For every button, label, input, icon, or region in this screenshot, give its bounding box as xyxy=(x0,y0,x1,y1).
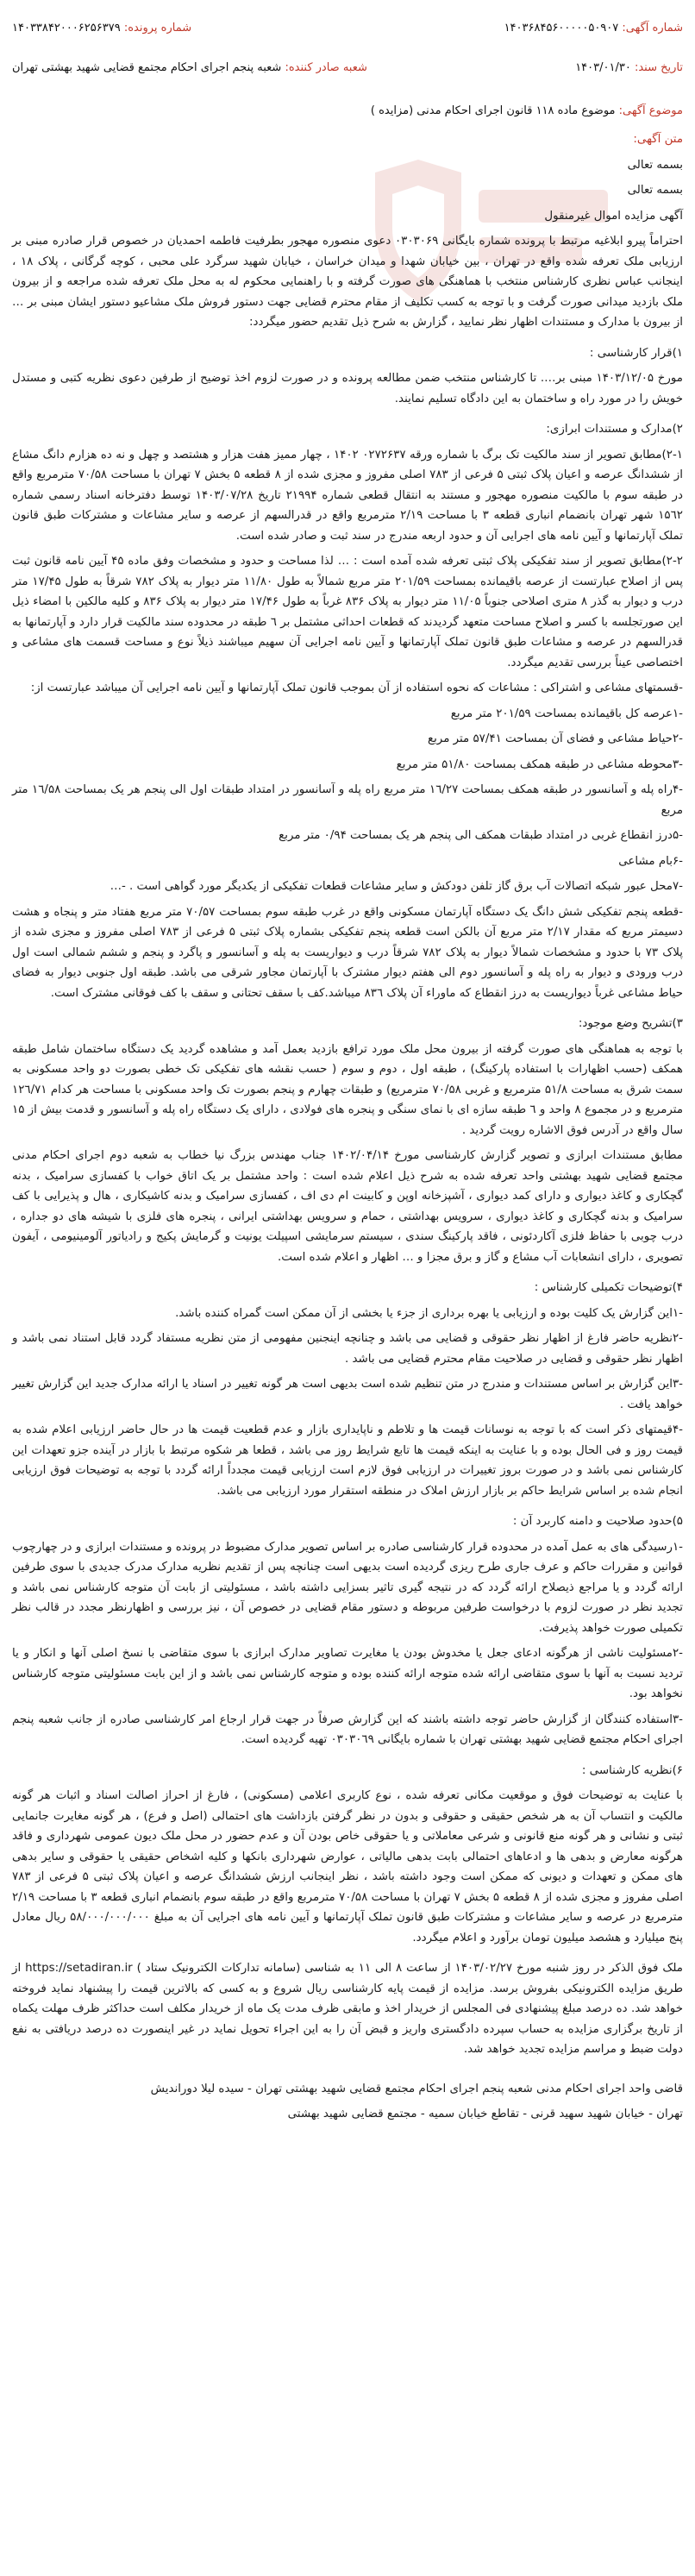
section-1-text: مورخ ۱۴۰۳/۱۲/۰۵ مبنی بر…. تا کارشناس منتخب ضمن مطالعه پرونده و در صورت لزوم اخذ توضیح از طرفین دعوی نظریه کتبی و مستدل خویش را در مورد راه و ساختمان به این دادگاه تسلیم نمایند. xyxy=(12,372,683,405)
subject-label: موضوع آگهی: xyxy=(618,104,683,117)
list-item: -۷محل عبور شبکه اتصالات آب برق گاز تلفن دودکش و سایر مشاعات قطعات تفکیکی از یکدیگر مورد گواهی است . -… xyxy=(110,880,683,893)
section-2-2: ۲-۲)مطابق تصویر از سند تفکیکی پلاک ثبتی تعرفه شده آمده است : … لذا مساحت و حدود و مشخصات وفق ماده ۴۵ آیین نامه قانون ثبت پس از اصلاح عبارتست از عرصه باقیمانده بمساحت ۲۰۱/۵۹ متر مربع شمالاً به طول ۱۱/۸۰ متر دیوار به پلاک ۷۸۲ شرقاً به طول ۱۷/۴۵ متر درب و دیوار به گذر ۸ متری اصلاحی جنوباً ۱۱/۰۵ متر دیوار به پلاک ۸۳۶ غرباً به طول ۱۷/۴۶ متر دیوار به پلاک ۸۳۶ و کلیه مالکین با امضاء ذیل این صورتجلسه با کسر و اصلاح مساحت متعهد گردیدند که قطعات احداثی مشتمل بر ٦ طبقه در محدوده سند مالکیت قرار دارد و آپارتمانها به قدرالسهم در عرصه و مشاعات طبق قانون تملک آپارتمانها و آیین نامه اجرایی آن سهیم میباشند ذیلاً نوع و مساحت قسمت های مشاعی و اختصاصی عیناً بررسی تقدیم میگردد. xyxy=(12,555,683,669)
list-item: -۲حیاط مشاعی و فضای آن بمساحت ۵۷/۴۱ متر مربع xyxy=(427,732,683,745)
branch-value: شعبه پنجم اجرای احکام مجتمع قضایی شهید بهشتی تهران xyxy=(12,61,282,74)
notice-subject xyxy=(371,102,683,121)
section-4-item: -۱این گزارش یک کلیت بوده و ارزیابی یا بهره برداری از جزء یا بخشی از آن ممکن است گمراه کننده باشد. xyxy=(175,1306,683,1320)
notice-body xyxy=(12,129,683,2130)
list-item: -۵درز انقطاع غربی در امتداد طبقات همکف الی پنجم هر یک بمساحت ۰/۹۴ متر مربع xyxy=(279,829,683,842)
section-5-title: ۵)حدود صلاحیت و دامنه کاربرد آن : xyxy=(512,1515,683,1528)
issuing-branch xyxy=(12,59,367,78)
section-4-item: -۲نظریه حاضر فارغ از اظهار نظر حقوقی و قضایی می باشد و چنانچه اینجنین مفهومی از متن نظریه مستفاد گردد قابل استناد نمی باشد و اظهار نظر حقوقی و قضایی در صلاحیت مقام محترم قضایی می باشد . xyxy=(12,1332,683,1366)
section-5-item: -۲مسئولیت ناشی از هرگونه ادعای جعل یا مخدوش بودن یا مغایرت تصاویر مدارک ابرازی با سوی متقاضی با نسخ اصلی آنها و انکار و یا تردید نسبت به آنها با سوی متقاضی ارائه شده متوجه ارائه کننده بوده و متوجه کارشناس نمی باشد و از این بابت مسئولیتی متوجه کارشناس نخواهد بود. xyxy=(12,1647,683,1700)
section-4-item: -۳این گزارش بر اساس مستندات و مندرج در متن تنظیم شده است بدیهی است هر گونه تغییر در اسناد یا ارائه مدارک جدید این گزارش تغییر خواهد یافت . xyxy=(12,1378,683,1411)
list-item: -۶بام مشاعی xyxy=(618,854,683,868)
section-3-paragraph: با توجه به هماهنگی های صورت گرفته از بیرون محل ملک مورد ترافع بازدید بعمل آمد و مشاهده گردید یک دستگاه ساختمان شامل طبقه همکف (حسب اظهارات با استفاده پارکینگ) ، طبقه اول ، دوم و سوم ( حسب نقشه های تفکیکی تک خطی بصورت دو واحد مسکونی به سمت شرق به مساحت ۵۱/۸ مترمربع و غربی ۷۰/۵۸ مترمربع) و طبقات چهارم و پنجم بصورت تک واحد مسکونی با مساحت هر کدام ۱۲٦/۷۱ مترمربع و در مجموع ۸ واحد و ٦ طبقه سازه ای با نمای سنگی و پنجره های فولادی ، دارای یک دستگاه راه پله و آسانسور و قدمت بیش از ۱۵ سال واقع در آدرس فوق الاشاره رویت گردید . xyxy=(12,1042,684,1137)
subject-value: موضوع ماده ۱۱۸ قانون اجرای احکام مدنی (مزایده ) xyxy=(370,104,616,117)
section-2-3: -قطعه پنجم تفکیکی شش دانگ یک دستگاه آپارتمان مسکونی واقع در غرب طبقه سوم بمساحت ۷۰/۵۷ متر مربع هفتاد متر و پنجاه و هشت دسیمتر مربع که مقدار ۲/۱۷ متر مربع آن بالکن است قطعه پنجم تفکیکی بشماره پلاک ثبتی ۵ فرعی از ۷۸۳ اصلی مفروز و مجزی شده از پلاک ۷۳ با حدود و مشخصات شمالاً دیوار به پلاک ۷۸۲ شرقاً درب و دیواریست به پله و آسانسور و پاگرد و پنجم و ششم شمالی است اول درب ورودی و دیوار به راه پله و آسانسور دوم الی هفتم دیوار مشترک با آپارتمان مجاور شرقی می باشد. طبقه اول جنوبی دیوار به فضای حیاط مشاعی غرباً دیواریست به درز انقطاع که ماوراء آن پلاک ۸۳٦ میباشد.کف با سقف تحتانی و سقف با کف فوقانی مشترک است. xyxy=(12,905,683,1000)
body-label: متن آگهی: xyxy=(633,133,683,146)
section-5-item: -۱رسیدگی های به عمل آمده در محدوده قرار کارشناسی صادره بر اساس تصویر مدارک مضبوط در پرونده و مستندات ابرازی و در چهارچوب قوانین و مقررات حاکم و عرف جاری طرح ریزی گردیده است بدیهی است چنانچه پس از تقدیم نظریه مدارک مدرک جدیدی با سوی طرفین ارائه گردد و یا مراجع ذیصلاح ارائه گردد که در نتیجه گیری تاثیر بسزایی داشته باشد ، مسئولیتی از بابت آن متوجه کارشناس نمی باشد و تجدید نظر در صورت لزوم با درخواست طرفین مربوطه و دستور مقام قضایی در خصوص آن ، نیز بررسی و اظهارنظر مجدد در قالب نظر تکمیلی صورت خواهد پذیرفت. xyxy=(12,1540,683,1635)
section-4-title: ۴)توضیحات تکمیلی کارشناس : xyxy=(534,1281,683,1294)
intro-line: بسمه تعالی xyxy=(627,158,683,172)
list-item: -۳محوطه مشاعی در طبقه همکف بمساحت ۵۱/۸۰ متر مربع xyxy=(396,757,683,771)
preamble: احتراماً پیرو ابلاغیه مرتبط با پرونده شماره بایگانی ۰۳۰۳۰۶۹ دعوی منصوره مهجور بطرفیت فاطمه احمدیان در خصوص قرار صادره مبنی بر ارزیابی ملک تعرفه شده واقع در تهران ، بین خیابان شهدا و میدان خراسان ، خیابان شهید سرگرد علی محبی ، کوچه گرگانی ، پلاک ۱۸ ، اینجانب عباس نظری کارشناس منتخب با هماهنگی های صورت گرفته و با راهنمایی محکوم له به محل ملک تعرفه شده مراجعه و از بیرون ملک بازدید میدانی صورت گرفت و با توجه به کسب تکلیف از مقام محترم قضایی جهت دستور فروش ملک مشاعیو دستور ایشان مبنی بر … از بیرون با مدارک و مستندات اظهار نظر نمایید ، گزارش به شرح ذیل تقدیم حضور میگردد: xyxy=(12,235,684,329)
branch-label: شعبه صادر کننده: xyxy=(285,61,367,74)
notice-number-value: ۱۴۰۳۶۸۴۵۶۰۰۰۰۰۵۰۹۰۷ xyxy=(504,22,619,35)
section-1-title: ۱)قرار کارشناسی : xyxy=(589,346,683,360)
section-6-text: با عنایت به توضیحات فوق و موقعیت مکانی تعرفه شده ، نوع کاربری اعلامی (مسکونی) ، فارغ از احراز اصالت اسناد و اثبات هر گونه مالکیت و انتساب آن به هر شخص حقیقی و حقوقی و بدون در نظر گرفتن بازداشت های احتمالی (اصل و فرع) ، هر گونه مغایرت جانمایی ثبتی و نشانی و هر گونه منع قانونی و شرعی معاملاتی و یا حقوقی خاص بودن آن و عدم حضور در محل ملک دیون عمومی شهرداری و فاقد هرگونه معارض و بدهی ها و ادعاهای احتمالی بابت بدهی مالیاتی ، عوارض شهرداری بانکها و کلیه اشخاص حقیقی یا حقوقی و سایر بدهی های ممکن و تعهدات و دیونی که ممکن است وجود داشته باشد ، نظر اینجانب ارزش ششدانگ عرصه و اعیان پلاک ثبتی ۵ فرعی از ۷۸۳ اصلی مفروز و مجزی شده از ۸ قطعه ۵ بخش ۷ تهران با مساحت ۷۰/۵۸ مترمربع واقع در طبقه سوم بانضمام انباری قطعه ۳ با مساحت ۲/۱۹ مترمربع در عرصه و سایر مشاعات و مشترکات طبق قانون تملک آپارتمانها و آیین نامه های اجرایی آن به مبلغ ۵۸/۰۰۰/۰۰۰/۰۰۰ ریال معادل پنج میلیارد و هشصد میلیون تومان برآورد و اعلام میگردد. xyxy=(12,1789,683,1945)
section-4-item: -۴قیمتهای ذکر است که با توجه به نوسانات قیمت ها و تلاطم و ناپایداری بازار و عدم قطعیت قیمت ها در حال حاضر ارزیابی اعلام شده به قیمت روز و فی الحال بوده و با عنایت به اینکه قیمت ها تابع شرایط روز می باشد ، قطعا هر شکوه مرتبط با بازار در آینده جزو تعهدات این کارشناس نمی باشد و در صورت بروز تغییرات در ارزیابی فوق لازم است ارزیابی قیمت مجدداً ارائه گردد با توجه به توضیحات فوق ارزیابی انجام شده بر اساس شرایط حاکم بر بازار ارزش املاک در منطقه استقرار مورد ارزیابی می باشد. xyxy=(12,1423,683,1498)
intro-title: آگهی مزایده اموال غیرمنقول xyxy=(544,209,683,223)
section-3-paragraph: مطابق مستندات ابرازی و تصویر گزارش کارشناسی مورخ ۱۴۰۲/۰۴/۱۴ جناب مهندس بزرگ نیا خطاب به شعبه دوم اجرای احکام مدنی مجتمع قضایی شهید بهشتی واحد تعرفه شده به شرح ذیل اعلام شده است : واحد مشتمل بر یک اتاق خواب با کفسازی سرامیک ، بدنه گچکاری و کاغذ دیواری و دارای کمد دیواری ، آشپزخانه اوپن و کابینت ام دی اف ، کفسازی سرامیک و بدنه کاشیکاری ، هال و پذیرایی با کف سرامیک و بدنه گچکاری و کاغذ دیواری ، سرویس بهداشتی ، حمام و سرویس بهداشتی ایرانی ، پنجره های فلزی با شیشه های دو جداره ، درب چوبی با حفاظ فلزی آکاردئونی ، فاقد پارکینگ سندی ، سیستم سرمایشی اسپیلت یونیت و گرمایش پکیج و رادیاتور آلومینیومی ، آیفون تصویری ، دارای انشعابات آب مشاع و گاز و برق مجزا و … اظهار و اعلام شده است. xyxy=(12,1149,683,1264)
court-address: تهران - خیابان شهید سهید قرنی - تقاطع خیابان سمیه - مجتمع قضایی شهید بهشتی xyxy=(287,2108,683,2120)
section-6-title: ۶)نظریه کارشناسی : xyxy=(581,1763,683,1777)
case-number-value: ۱۴۰۳۳۸۴۲۰۰۰۶۲۵۶۳۷۹ xyxy=(12,22,121,35)
document-date xyxy=(575,59,683,78)
list-item: -۴راه پله و آسانسور در طبقه همکف بمساحت ۱٦/۲۷ متر مربع راه پله و آسانسور در امتداد طبقات اول الی پنجم هر یک بمساحت ۱٦/۵۸ متر مربع xyxy=(12,783,683,817)
intro-line: بسمه تعالی xyxy=(627,184,683,197)
section-2-title: ۲)مدارک و مستندات ابرازی: xyxy=(546,423,683,436)
section-3-title: ۳)تشریح وضع موجود: xyxy=(578,1017,683,1030)
notice-number xyxy=(504,19,683,38)
notice-number-label: شماره آگهی: xyxy=(622,22,683,35)
section-5-item: -۳استفاده کنندگان از گزارش حاضر توجه داشته باشند که این گزارش صرفاً در جهت قرار ارجاع امر کارشناسی صادره از جانب شعبه پنجم اجرای احکام مجتمع قضایی شهید بهشتی تهران با شماره بایگانی ۰۳۰۳۰٦۹ تهیه گردیده است. xyxy=(12,1712,683,1746)
auction-terms: ملک فوق الذکر در روز شنبه مورخ ۱۴۰۳/۰۲/۲۷ از ساعت ۸ الی ۱۱ به شناسی (سامانه تدارکات الکترونیک ستاد ) https://setadiran.ir از طریق مزایده الکترونیکی بفروش برسد. مزایده از قیمت پایه کارشناسی ریال شروع و به کسی که بالاترین قیمت را پیشنهاد نماید فروخته خواهد شد. ده درصد مبلغ پیشنهادی فی المجلس از خریدار اخذ و مابقی ظرف مدت یک ماه از خریدار مکلف است حداکثر ظرف مهلت یکماه از تاریخ برگزاری مزایده به حساب سپرده دادگستری واریز و قبض آن را به این اجراء تحویل نماید در غیر اینصورت ده درصد دریافتی به نفع دولت ضبط و مراسم مزایده تجدید خواهد شد. xyxy=(12,1962,683,2056)
judge-signature: قاضی واحد اجرای احکام مدنی شعبه پنجم اجرای احکام مجتمع قضایی شهید بهشتی تهران - سیده لیلا دورانديش xyxy=(150,2082,683,2095)
case-number-label: شماره پرونده: xyxy=(123,22,192,35)
section-2-2b: -قسمتهای مشاعی و اشتراکی : مشاعات که نحوه استفاده از آن بموجب قانون تملک آپارتمانها و آیین نامه اجرایی آن میباشد عبارتست از: xyxy=(30,682,683,694)
case-number xyxy=(12,19,191,38)
date-value: ۱۴۰۳/۰۱/۳۰ xyxy=(575,61,631,74)
date-label: تاریخ سند: xyxy=(634,61,683,74)
list-item: -۱عرصه کل باقیمانده بمساحت ۲۰۱/۵۹ متر مربع xyxy=(450,707,683,720)
section-2-1: ۲-۱)مطابق تصویر از سند مالکیت تک برگ با شماره ورقه ۰۲۷۲۶۳۷ ۱۴۰۲ ، چهار ممیز هفت هزار و هشتصد و چهل و نه ده هزارم دانگ مشاع از ششدانگ عرصه و اعیان پلاک ثبتی ۵ فرعی از ۷۸۳ اصلی مفروز و مجزی شده از ۸ قطعه ۵ بخش ۷ تهران با مساحت ۷۰/۵۸ مترمربع واقع در طبقه سوم با مالکیت منصوره مهجور و مستند به انتقال قطعی شماره ۲۱۹۹۴ تاریخ ۱۴۰۳/۰۷/۲۸ توسط دفترخانه اسناد رسمی شماره ۱۵٦۲ شهر تهران بانضمام انباری قطعه ۳ با مساحت ۲/۱۹ مترمربع واقع در قدرالسهم از عرصه و سایر مشاعات و مشترکات طبق قانون تملک آپارتمانها و آیین نامه های اجرایی آن و حدود اربعه مندرج در سند ثبت و صادر شده است. xyxy=(12,448,684,543)
